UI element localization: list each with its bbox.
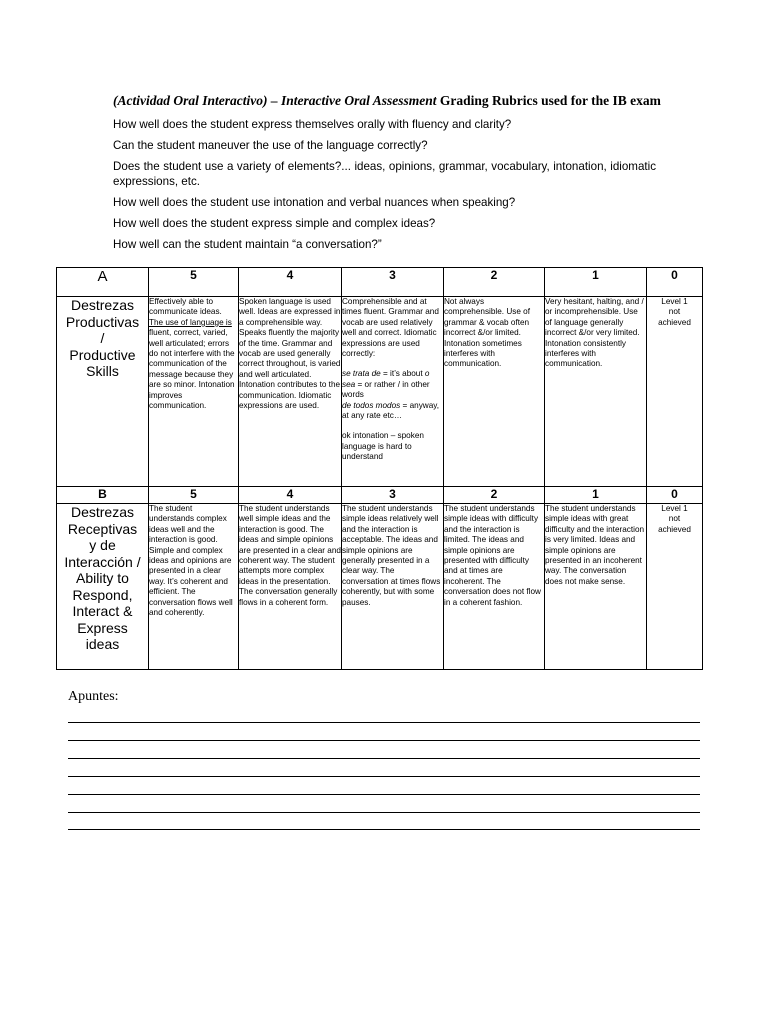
skill-line: Interact & [72, 603, 133, 619]
descriptor-text: fluent, correct, varied, well articulated; errors do not interfere with the communication of the message because they are so minor. Intonation improves communication. [149, 328, 235, 411]
title-plain-part: Grading Rubrics used for the IB exam [436, 93, 661, 108]
level-0-header: 0 [647, 268, 703, 297]
note-line[interactable] [68, 758, 700, 759]
document-title [113, 93, 713, 109]
section-b-letter: B [57, 487, 149, 504]
level-4-header: 4 [239, 268, 342, 297]
notes-label: Apuntes: [68, 689, 119, 704]
note-line[interactable] [68, 776, 700, 777]
section-a-level-5 [149, 297, 239, 487]
skill-line: Express [77, 619, 128, 636]
section-a-level-2 [444, 297, 545, 487]
level-3-header: 3 [342, 268, 444, 297]
descriptor-text: Very hesitant, halting, and / or incomprehensible. Use of language generally incorrect &/or very limited. Intonation consistently interferes with communication. [545, 297, 644, 369]
skill-line: Interacción / [64, 553, 141, 570]
section-a-level-4 [239, 297, 342, 487]
level-4-header: 4 [239, 487, 342, 504]
level-5-header: 5 [149, 487, 239, 504]
section-a-row [57, 297, 703, 487]
section-a-level-1 [545, 297, 647, 487]
level-5-header: 5 [149, 268, 239, 297]
note-line[interactable] [68, 722, 700, 723]
section-b-level-1: The student understands simple ideas with great difficulty and the interaction is very limited. Ideas and simple opinions are presented in an incoherent way. The conversation does not make sense. [545, 504, 647, 670]
question-6: How well can the student maintain “a conversation?” [113, 238, 382, 251]
descriptor-text: Effectively able to communicate ideas. [149, 297, 222, 317]
skill-line: Productivas [65, 313, 140, 330]
section-a-skill [57, 297, 149, 487]
guiding-questions [113, 117, 656, 258]
skill-line: Ability to [76, 570, 129, 586]
note-line[interactable] [68, 794, 700, 795]
level-0-header: 0 [647, 487, 703, 504]
section-a-header-row [57, 268, 703, 297]
section-b-header-row [57, 487, 703, 504]
skill-line: Destrezas [70, 297, 135, 313]
note-line[interactable] [68, 829, 700, 830]
level-2-header: 2 [444, 487, 545, 504]
question-2: Can the student maneuver the use of the language correctly? [113, 139, 428, 152]
descriptor-text: Spoken language is used well. Ideas are expressed in a comprehensible way. Speaks fluently the majority of the time. Grammar and vocab are used generally correct throughout, is varied and well articulated. Intonation contributes to the communication. Idiomatic expressions are used. [239, 297, 341, 411]
level-2-header: 2 [444, 268, 545, 297]
section-a-level-3 [342, 297, 444, 487]
idiom-example-2: de todos modos = anyway, at any rate etc… [342, 400, 440, 421]
skill-line: / [100, 330, 105, 346]
descriptor-text: Not always comprehensible. Use of grammar & vocab often incorrect &/or limited. Intonation sometimes interferes with communication. [444, 297, 531, 369]
question-4: How well does the student use intonation and verbal nuances when speaking? [113, 196, 516, 209]
level-3-header: 3 [342, 487, 444, 504]
descriptor-underlined: The use of language is [149, 317, 232, 327]
section-b-level-4: The student understands well simple ideas and the interaction is good. The ideas and simple opinions are presented in a clear and coherent way. The student attempts more complex ideas in the presentation. The conversation generally flows in a coherent form. [239, 504, 342, 670]
section-b-level-2: The student understands simple ideas with difficulty and the interaction is limited. The ideas and simple opinions are presented with difficulty and at times are incoherent. The conversation does not flow in a coherent fashion. [444, 504, 545, 670]
note-line[interactable] [68, 812, 700, 813]
skill-line: y de [89, 537, 116, 553]
section-b-level-5: The student understands complex ideas well and the interaction is good. Simple and complex ideas and opinions are presented in a clear way. It’s coherent and efficient. The conversation flows well and coherently. [149, 504, 239, 670]
grading-rubric-table [56, 267, 703, 670]
section-b-level-0 [647, 504, 703, 670]
section-b-skill [57, 504, 149, 670]
question-1: How well does the student express themselves orally with fluency and clarity? [113, 118, 512, 131]
note-line[interactable] [68, 740, 700, 741]
skill-line: Skills [86, 363, 119, 379]
skill-line: Receptivas [67, 520, 138, 537]
skill-line: Destrezas [70, 504, 135, 520]
section-a-level-0 [647, 297, 703, 487]
section-a-letter: A [57, 268, 149, 297]
level-1-header: 1 [545, 487, 647, 504]
idiom-example-1: se trata de = it’s about o sea = or rather / in other words [342, 369, 430, 400]
section-b-level-3: The student understands simple ideas relatively well and the interaction is acceptable. The ideas and simple opinions are generally presented in a clear way. The conversation at times flows coherently, but with some pauses. [342, 504, 444, 670]
section-b-row [57, 504, 703, 670]
title-italic-part: (Actividad Oral Interactivo) – Interactive Oral Assessment [113, 93, 437, 108]
level-1-header: 1 [545, 268, 647, 297]
descriptor-text: ok intonation – spoken language is hard to understand [342, 431, 424, 462]
skill-line: Respond, [72, 586, 133, 603]
skill-line: ideas [85, 636, 120, 652]
question-5: How well does the student express simple and complex ideas? [113, 217, 436, 230]
descriptor-text: Level 1 not achieved [658, 504, 691, 534]
question-3: Does the student use a variety of elements?... ideas, opinions, grammar, vocabulary, intonation, idiomatic expressions, etc. [113, 160, 656, 188]
skill-line: Productive [69, 346, 136, 363]
descriptor-text: Level 1 not achieved [658, 297, 691, 327]
descriptor-text: Comprehensible and at times fluent. Grammar and vocab are used relatively well and correct. Idiomatic expressions are used correctly: [342, 297, 439, 359]
